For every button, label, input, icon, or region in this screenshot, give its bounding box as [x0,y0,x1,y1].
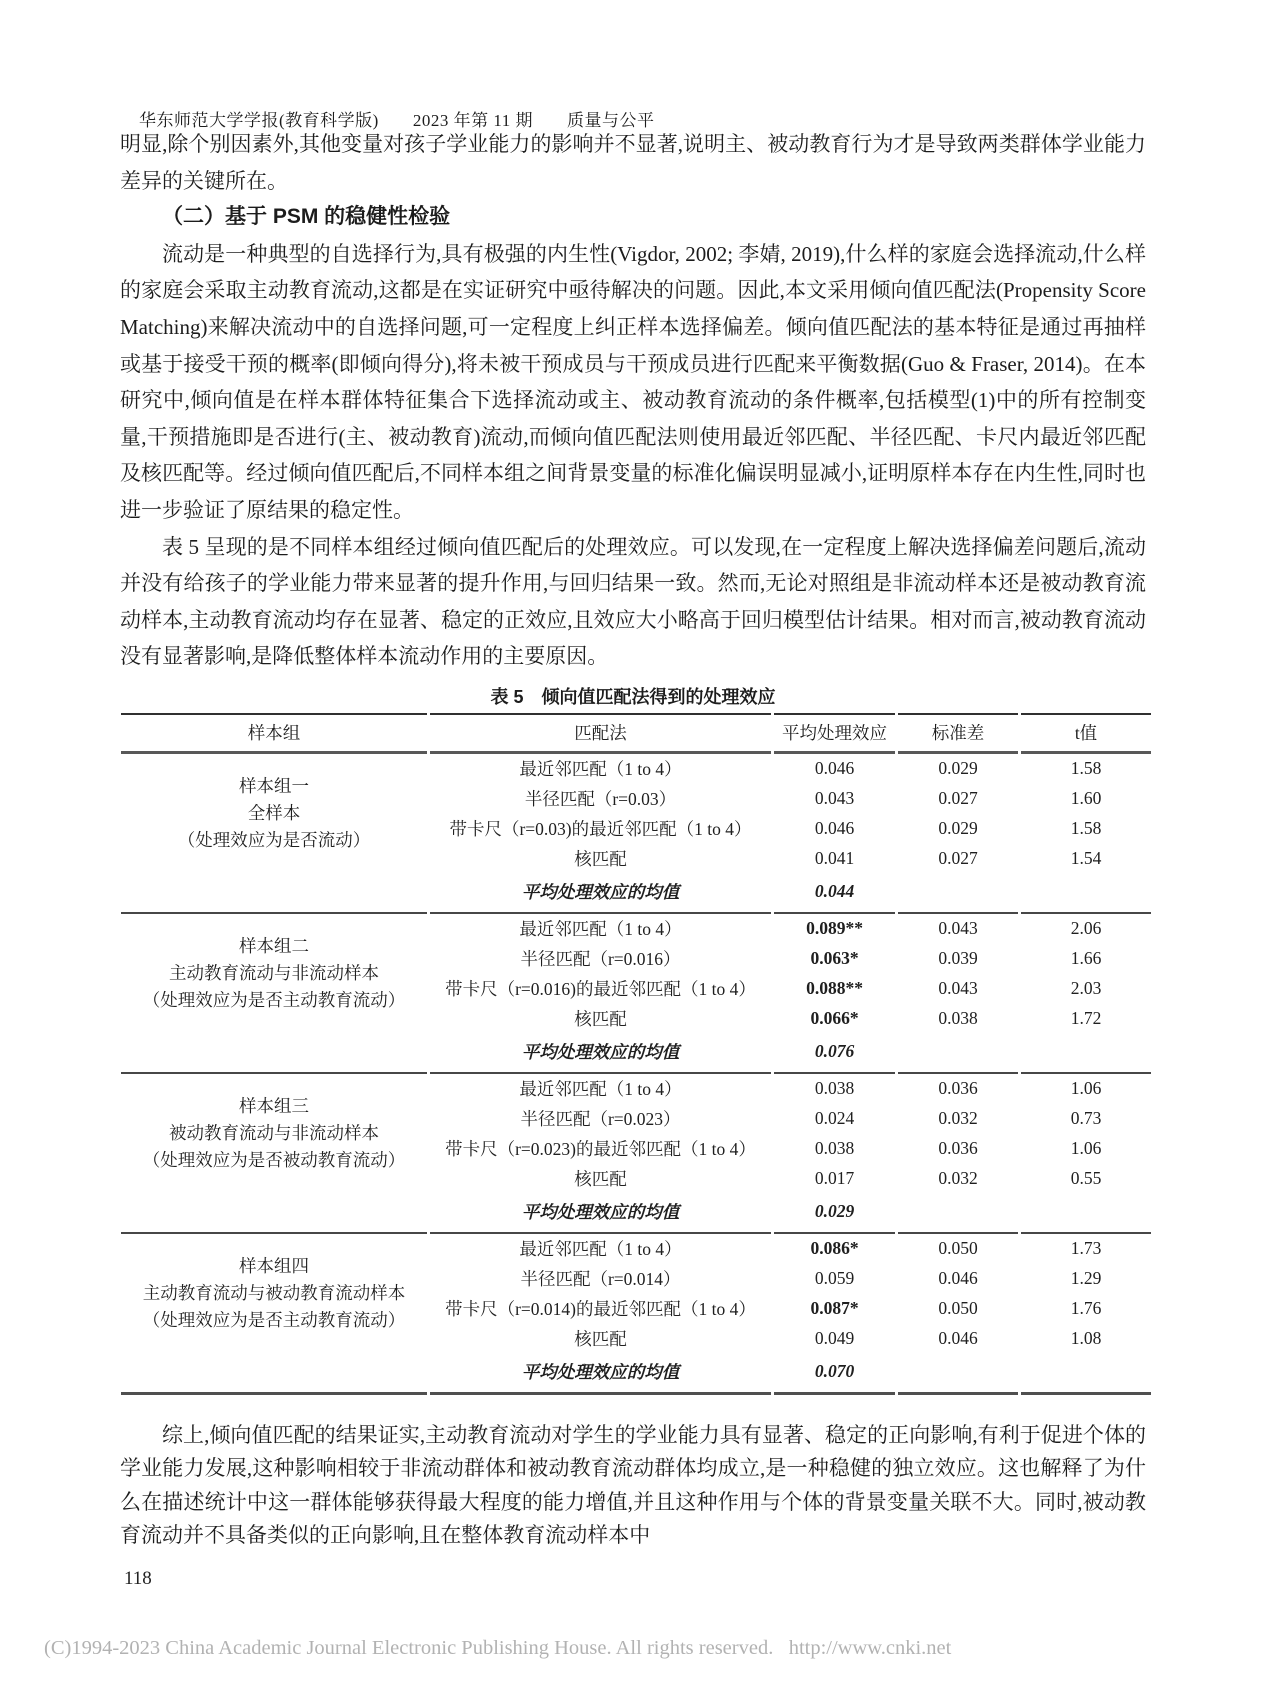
t-value-cell: 1.08 [1070,1328,1102,1349]
column-header-se: 标准差 [898,713,1018,754]
empty-cell [1021,1034,1151,1074]
column-header-sample-group: 样本组 [121,713,427,754]
t-value-cell: 1.58 [1070,758,1102,779]
att-value-cell: 0.043 [814,788,855,809]
se-value-cell: 0.027 [938,788,978,809]
column-header-tvalue: t值 [1021,713,1151,754]
se-value-cell: 0.046 [938,1328,978,1349]
empty-cell [121,1034,427,1074]
page-content [120,126,1146,1553]
average-att-row [121,1194,1151,1234]
t-value-cell: 0.73 [1070,1108,1102,1129]
matching-method-cell: 最近邻匹配（1 to 4） [519,919,682,940]
table-block [120,685,1146,1395]
average-att-value: 0.070 [774,1354,895,1395]
psm-results-table [118,713,1154,1395]
matching-method-cell: 半径匹配（r=0.014） [520,1269,681,1290]
t-value-cell: 1.06 [1070,1138,1102,1159]
t-value-cell: 1.60 [1070,788,1102,809]
sample-group-label-line: 被动教育流动与非流动样本 [169,1123,379,1144]
empty-cell [1021,874,1151,914]
sample-group-label-line: 样本组一 [239,776,309,797]
sample-group-label [121,1074,427,1194]
sample-group-label-line: 主动教育流动与被动教育流动样本 [142,1283,406,1304]
sample-group-label [121,1234,427,1354]
se-value-cell: 0.027 [938,848,978,869]
empty-cell [898,1354,1018,1395]
table-row [121,1074,1151,1104]
paragraph: 综上,倾向值匹配的结果证实,主动教育流动对学生的学业能力具有显著、稳定的正向影响,有利于促进个体的学业能力发展,这种影响相较于非流动群体和被动教育流动群体均成立,是一种稳健的独立效应。这也解释了为什么在描述统计中这一群体能够获得最大程度的能力增值,并且这种作用与个体的背景变量关联不大。同时,被动教育流动并不具备类似的正向影响,且在整体教育流动样本中 [120,1422,1146,1548]
se-value-cell: 0.036 [938,1138,978,1159]
empty-cell [898,874,1018,914]
average-att-label: 平均处理效应的均值 [430,874,771,914]
se-value-cell: 0.038 [938,1008,978,1029]
att-value-cell: 0.087* [810,1298,859,1319]
se-value-cell: 0.046 [938,1268,978,1289]
se-value-cell: 0.029 [938,758,978,779]
table-row [121,754,1151,784]
t-value-cell: 0.55 [1070,1168,1102,1189]
table-title: 表 5 倾向值匹配法得到的处理效应 [490,686,776,707]
sample-group-label-line: （处理效应为是否主动教育流动） [142,990,406,1011]
att-value-cell: 0.063* [810,948,859,969]
sample-group-label-line: 全样本 [247,803,301,824]
se-value-cell: 0.050 [938,1238,978,1259]
se-value-cell: 0.043 [938,918,978,939]
t-value-cell: 2.06 [1070,918,1102,939]
sample-group-label [121,914,427,1034]
t-value-cell: 1.66 [1070,948,1102,969]
table-header-row [121,713,1151,754]
paragraph: 流动是一种典型的自选择行为,具有极强的内生性(Vigdor, 2002; 李婧, 2019),什么样的家庭会选择流动,什么样的家庭会采取主动教育流动,这都是在实证研究中亟待解决的问题。因此,本文采用倾向值匹配法(Propensity Score Matching)来解决流动中的自选择问题,可一定程度上纠正样本选择偏差。倾向值匹配法的基本特征是通过再抽样或基于接受干预的概率(即倾向得分),将未被干预成员与干预成员进行匹配来平衡数据(Guo & Fraser, 2014)。在本研究中,倾向值是在样本群体特征集合下选择流动或主、被动教育流动的条件概率,包括模型(1)中的所有控制变量,干预措施即是否进行(主、被动教育)流动,而倾向值匹配法则使用最近邻匹配、半径匹配、卡尺内最近邻匹配及核匹配等。经过倾向值匹配后,不同样本组之间背景变量的标准化偏误明显减小,证明原样本存在内生性,同时也进一步验证了原结果的稳定性。 [120,241,1146,522]
att-value-cell: 0.038 [814,1078,855,1099]
paragraph-continued: 明显,除个别因素外,其他变量对孩子学业能力的影响并不显著,说明主、被动教育行为才是导致两类群体学业能力差异的关键所在。 [120,132,1146,193]
se-value-cell: 0.043 [938,978,978,999]
matching-method-cell: 带卡尺（r=0.016)的最近邻匹配（1 to 4） [445,979,756,1000]
matching-method-cell: 核匹配 [574,849,627,870]
empty-cell [898,1194,1018,1234]
average-att-label: 平均处理效应的均值 [430,1034,771,1074]
att-value-cell: 0.041 [814,848,855,869]
column-name: 质量与公平 [566,111,655,130]
journal-name: 华东师范大学学报(教育科学版) [139,111,379,130]
att-value-cell: 0.066* [810,1008,859,1029]
sample-group-label-line: （处理效应为是否被动教育流动） [142,1150,406,1171]
att-value-cell: 0.059 [814,1268,855,1289]
average-att-value: 0.029 [774,1194,895,1234]
se-value-cell: 0.029 [938,818,978,839]
page-number: 118 [124,1568,152,1589]
matching-method-cell: 核匹配 [574,1329,627,1350]
sample-group-label-line: （处理效应为是否流动） [177,830,371,851]
average-att-value: 0.044 [774,874,895,914]
paragraph: 表 5 呈现的是不同样本组经过倾向值匹配后的处理效应。可以发现,在一定程度上解决选择偏差问题后,流动并没有给孩子的学业能力带来显著的提升作用,与回归结果一致。然而,无论对照组是非流动样本还是被动教育流动样本,主动教育流动均存在显著、稳定的正效应,且效应大小略高于回归模型估计结果。相对而言,被动教育流动没有显著影响,是降低整体样本流动作用的主要原因。 [120,534,1146,669]
t-value-cell: 1.76 [1070,1298,1102,1319]
table-row [121,914,1151,944]
average-att-row [121,1354,1151,1395]
t-value-cell: 1.72 [1070,1008,1102,1029]
t-value-cell: 1.54 [1070,848,1102,869]
se-value-cell: 0.032 [938,1108,978,1129]
se-value-cell: 0.039 [938,948,978,969]
se-value-cell: 0.036 [938,1078,978,1099]
column-header-matching-method: 匹配法 [430,713,771,754]
t-value-cell: 1.58 [1070,818,1102,839]
matching-method-cell: 最近邻匹配（1 to 4） [519,1079,682,1100]
empty-cell [121,1354,427,1395]
empty-cell [898,1034,1018,1074]
empty-cell [121,1194,427,1234]
att-value-cell: 0.046 [814,818,855,839]
average-att-label: 平均处理效应的均值 [430,1194,771,1234]
att-value-cell: 0.086* [810,1238,859,1259]
average-att-row [121,874,1151,914]
average-att-value: 0.076 [774,1034,895,1074]
sample-group-label-line: 样本组二 [239,936,309,957]
matching-method-cell: 带卡尺（r=0.023)的最近邻匹配（1 to 4） [445,1139,756,1160]
matching-method-cell: 半径匹配（r=0.016） [520,949,681,970]
att-value-cell: 0.088** [806,978,863,999]
se-value-cell: 0.050 [938,1298,978,1319]
empty-cell [1021,1354,1151,1395]
matching-method-cell: 最近邻匹配（1 to 4） [519,1239,682,1260]
sample-group-label-line: 样本组三 [239,1096,309,1117]
empty-cell [1021,1194,1151,1234]
copyright-footer: (C)1994-2023 China Academic Journal Electronic Publishing House. All rights reserved. http://www.cnki.net [44,1637,952,1659]
sample-group-label [121,754,427,874]
att-value-cell: 0.089** [806,918,863,939]
matching-method-cell: 带卡尺（r=0.014)的最近邻匹配（1 to 4） [445,1299,756,1320]
matching-method-cell: 带卡尺（r=0.03)的最近邻匹配（1 to 4） [449,819,752,840]
section-heading: （二）基于 PSM 的稳健性检验 [162,205,451,229]
att-value-cell: 0.046 [814,758,855,779]
t-value-cell: 1.06 [1070,1078,1102,1099]
average-att-label: 平均处理效应的均值 [430,1354,771,1395]
matching-method-cell: 半径匹配（r=0.03） [524,789,677,810]
matching-method-cell: 核匹配 [574,1169,627,1190]
sample-group-label-line: 主动教育流动与非流动样本 [169,963,379,984]
column-header-att: 平均处理效应 [774,713,895,754]
t-value-cell: 2.03 [1070,978,1102,999]
att-value-cell: 0.024 [814,1108,855,1129]
table-row [121,1234,1151,1264]
empty-cell [121,874,427,914]
matching-method-cell: 半径匹配（r=0.023） [520,1109,681,1130]
sample-group-label-line: （处理效应为是否主动教育流动） [142,1310,406,1331]
matching-method-cell: 核匹配 [574,1009,627,1030]
matching-method-cell: 最近邻匹配（1 to 4） [519,759,682,780]
att-value-cell: 0.017 [814,1168,855,1189]
att-value-cell: 0.038 [814,1138,855,1159]
psm-table-body [121,754,1151,1395]
sample-group-label-line: 样本组四 [239,1256,309,1277]
att-value-cell: 0.049 [814,1328,855,1349]
average-att-row [121,1034,1151,1074]
t-value-cell: 1.73 [1070,1238,1102,1259]
issue-info: 2023 年第 11 期 [412,111,533,130]
t-value-cell: 1.29 [1070,1268,1102,1289]
se-value-cell: 0.032 [938,1168,978,1189]
